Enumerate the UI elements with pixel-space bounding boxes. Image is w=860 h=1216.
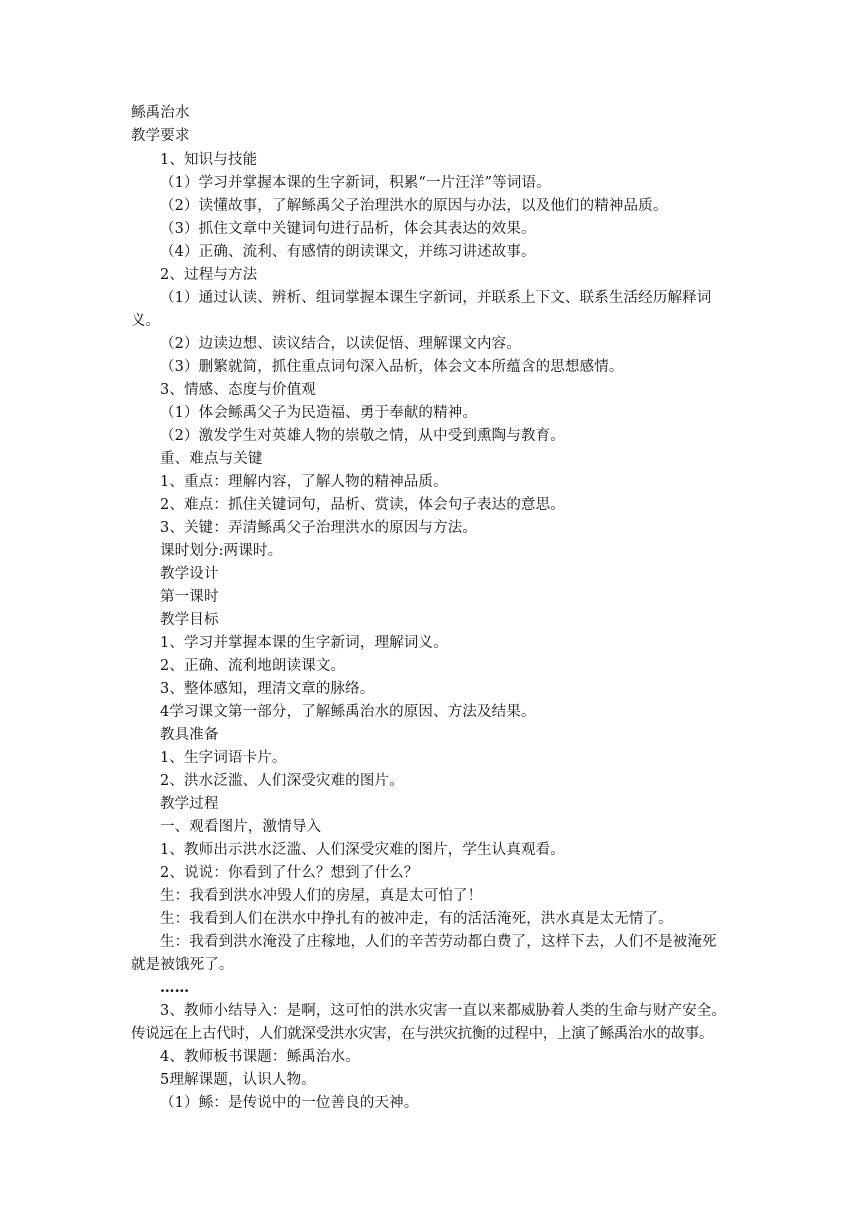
paragraph-line: 3、教师小结导入：是啊，这可怕的洪水灾害一直以来都威胁着人类的生命与财产安全。 — [160, 1003, 727, 1019]
paragraph-line: （2）边读边想、读议结合，以读促悟、理解课文内容。 — [160, 336, 521, 352]
paragraph-line: （3）抓住文章中关键词句进行品析，体会其表达的效果。 — [160, 221, 536, 237]
paragraph-line: 3、整体感知，理清文章的脉络。 — [160, 681, 375, 697]
paragraph-line: 2、难点：抓住关键词句，品析、赏读，体会句子表达的意思。 — [160, 497, 565, 513]
paragraph-line: （1）鲧：是传说中的一位善良的天神。 — [160, 1095, 419, 1111]
ellipsis: …… — [160, 979, 190, 996]
subheading: 2、过程与方法 — [160, 267, 258, 283]
paragraph-line: 2、洪水泛滥、人们深受灾难的图片。 — [160, 773, 404, 789]
paragraph-line: 传说远在上古代时，人们就深受洪水灾害，在与洪灾抗衡的过程中，上演了鲧禹治水的故事。 — [131, 1026, 714, 1042]
paragraph-line: （2）读懂故事，了解鲧禹父子治理洪水的原因与办法，以及他们的精神品质。 — [160, 198, 668, 214]
paragraph-line: 4学习课文第一部分，了解鲧禹治水的原因、方法及结果。 — [160, 704, 536, 720]
subheading: 第一课时 — [160, 589, 219, 605]
paragraph-line: （1）通过认读、辨析、组词掌握本课生字新词，并联系上下文、联系生活经历解释词 — [160, 290, 712, 306]
paragraph-line: （4）正确、流利、有感情的朗读课文，并练习讲述故事。 — [160, 244, 536, 260]
subheading: 教具准备 — [160, 727, 219, 743]
paragraph-line: （1）体会鲧禹父子为民造福、勇于奉献的精神。 — [160, 405, 478, 421]
paragraph-line: （1）学习并掌握本课的生字新词，积累“一片汪洋”等词语。 — [160, 175, 551, 191]
paragraph-line: 2、说说：你看到了什么？想到了什么？ — [160, 865, 419, 881]
section-heading: 重、难点与关键 — [160, 451, 263, 467]
paragraph-line: （3）删繁就简，抓住重点词句深入品析，体会文本所蕴含的思想感情。 — [160, 359, 624, 375]
subheading: 1、知识与技能 — [160, 152, 258, 168]
paragraph-line: 3、关键：弄清鲧禹父子治理洪水的原因与方法。 — [160, 520, 478, 536]
paragraph-line: 课时划分:两课时。 — [160, 543, 283, 559]
paragraph-line: 2、正确、流利地朗读课文。 — [160, 658, 346, 674]
paragraph-line: 5理解课题，认识人物。 — [160, 1072, 316, 1088]
section-heading: 教学设计 — [160, 566, 219, 582]
paragraph-line: 1、教师出示洪水泛滥、人们深受灾难的图片，学生认真观看。 — [160, 842, 565, 858]
paragraph-line: 1、重点：理解内容，了解人物的精神品质。 — [160, 474, 448, 490]
doc-title: 鲧禹治水 — [131, 105, 190, 121]
dialogue-line: 生：我看到人们在洪水中挣扎有的被冲走，有的活活淹死，洪水真是太无情了。 — [160, 911, 673, 927]
subheading: 教学过程 — [160, 796, 219, 812]
subheading: 3、情感、态度与价值观 — [160, 382, 316, 398]
paragraph-line: 1、生字词语卡片。 — [160, 750, 287, 766]
paragraph-line: 义。 — [131, 313, 161, 329]
dialogue-line: 生：我看到洪水淹没了庄稼地，人们的辛苦劳动都白费了，这样下去，人们不是被淹死 — [160, 934, 717, 950]
subheading: 教学目标 — [160, 612, 219, 628]
dialogue-line: 就是被饿死了。 — [131, 957, 234, 973]
paragraph-line: 1、学习并掌握本课的生字新词，理解词义。 — [160, 635, 448, 651]
paragraph-line: （2）激发学生对英雄人物的崇敬之情，从中受到熏陶与教育。 — [160, 428, 565, 444]
section-heading: 教学要求 — [131, 128, 190, 144]
dialogue-line: 生：我看到洪水冲毁人们的房屋，真是太可怕了！ — [160, 888, 483, 904]
subheading: 一、观看图片，激情导入 — [160, 819, 322, 835]
paragraph-line: 4、教师板书课题：鲧禹治水。 — [160, 1049, 360, 1065]
